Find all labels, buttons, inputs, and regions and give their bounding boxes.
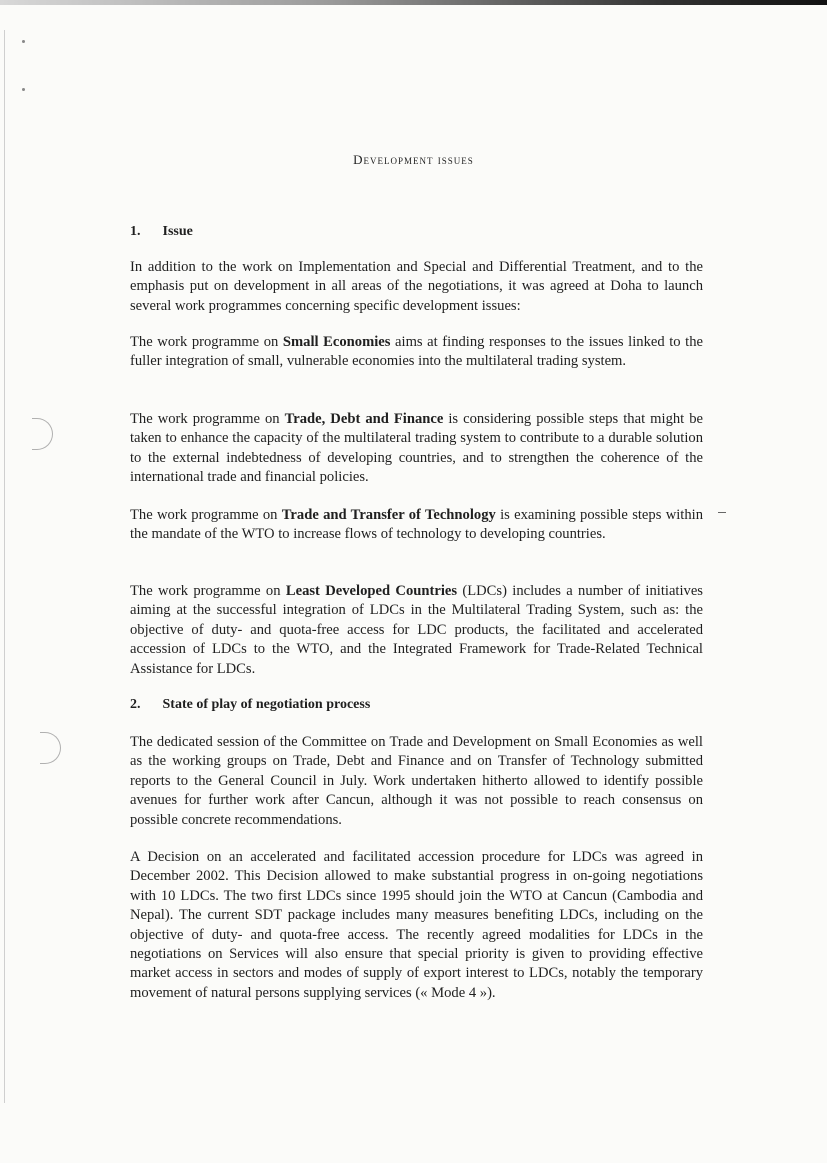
paragraph-text: The work programme on (130, 411, 285, 427)
emphasis-term: Least Developed Countries (285, 583, 458, 599)
paragraph-trade-debt-finance (130, 410, 703, 488)
paragraph-text: is examining possible steps within the mandate of the WTO to increase flows of technology to developing countries. (130, 507, 703, 543)
punch-hole-mark (22, 88, 25, 91)
punch-hole-mark (22, 40, 25, 43)
section-heading-issue (130, 224, 193, 240)
paragraph-text: is considering possible steps that might be taken to enhance the capacity of the multilateral trading system to contribute to a durable solution to the external indebtedness of developing countries, and to strengthen the coherence of the international trade and financial policies. (130, 411, 704, 486)
paragraph-technology (130, 506, 703, 545)
paragraph-state-reports: The dedicated session of the Committee on Trade and Development on Small Economies as well as the working groups on Trade, Debt and Finance and on Transfer of Technology submitted reports to the General Council in July. Work undertaken hitherto allowed to identify possible avenues for further work after Cancun, although it was not possible to reach consensus on possible concrete recommendations. (130, 734, 703, 828)
paragraph-text: The work programme on (130, 334, 283, 350)
section-title: Issue (162, 224, 193, 239)
paragraph-text: aims at finding responses to the issues linked to the fuller integration of small, vulnerable economies into the multilateral trading system. (130, 334, 704, 370)
paragraph-text: (LDCs) includes a number of initiatives aiming at the successful integration of LDCs in the Multilateral Trading System, such as: the objective of duty- and quota-free access for LDC products, the facilitated and accelerated accession of LDCs to the WTO, and the Integrated Framework for Trade-Related Technical Assistance for LDCs. (130, 583, 703, 677)
paragraph-text: The work programme on (130, 507, 282, 523)
section-number: 1. (130, 224, 141, 239)
emphasis-term: Trade and Transfer of Technology (281, 507, 496, 523)
paragraph-ldc (130, 582, 703, 679)
section-heading-state-of-play (130, 697, 370, 713)
section-number: 2. (130, 697, 141, 712)
paragraph-small-economies (130, 333, 703, 372)
emphasis-term: Trade, Debt and Finance (284, 411, 444, 427)
paragraph-text: The work programme on (130, 583, 286, 599)
binder-ring-mark (40, 732, 61, 764)
scan-top-edge (0, 0, 827, 5)
section-title: State of play of negotiation process (162, 697, 371, 712)
margin-dash-mark (718, 512, 726, 513)
scan-left-edge (4, 30, 5, 1103)
paragraph-intro: In addition to the work on Implementation and Special and Differential Treatment, and to the emphasis put on development in all areas of the negotiations, it was agreed at Doha to launch several work programmes concerning specific development issues: (130, 259, 703, 314)
binder-ring-mark (32, 418, 53, 450)
emphasis-term: Small Economies (282, 334, 391, 350)
paragraph-state-ldc-decision: A Decision on an accelerated and facilitated accession procedure for LDCs was agreed in December 2002. This Decision allowed to make substantial progress in on-going negotiations with 10 LDCs. The two first LDCs since 1995 should join the WTO at Cancun (Cambodia and Nepal). The current SDT package includes many measures benefiting LDCs, including on the objective of duty- and quota-free access. The recently agreed modalities for LDCs in the negotiations on Services will also ensure that special priority is given to providing effective market access in sectors and modes of supply of export interest to LDCs, notably the temporary movement of natural persons supplying services (« Mode 4 »). (130, 849, 703, 1001)
document-title: Development issues (353, 152, 474, 167)
